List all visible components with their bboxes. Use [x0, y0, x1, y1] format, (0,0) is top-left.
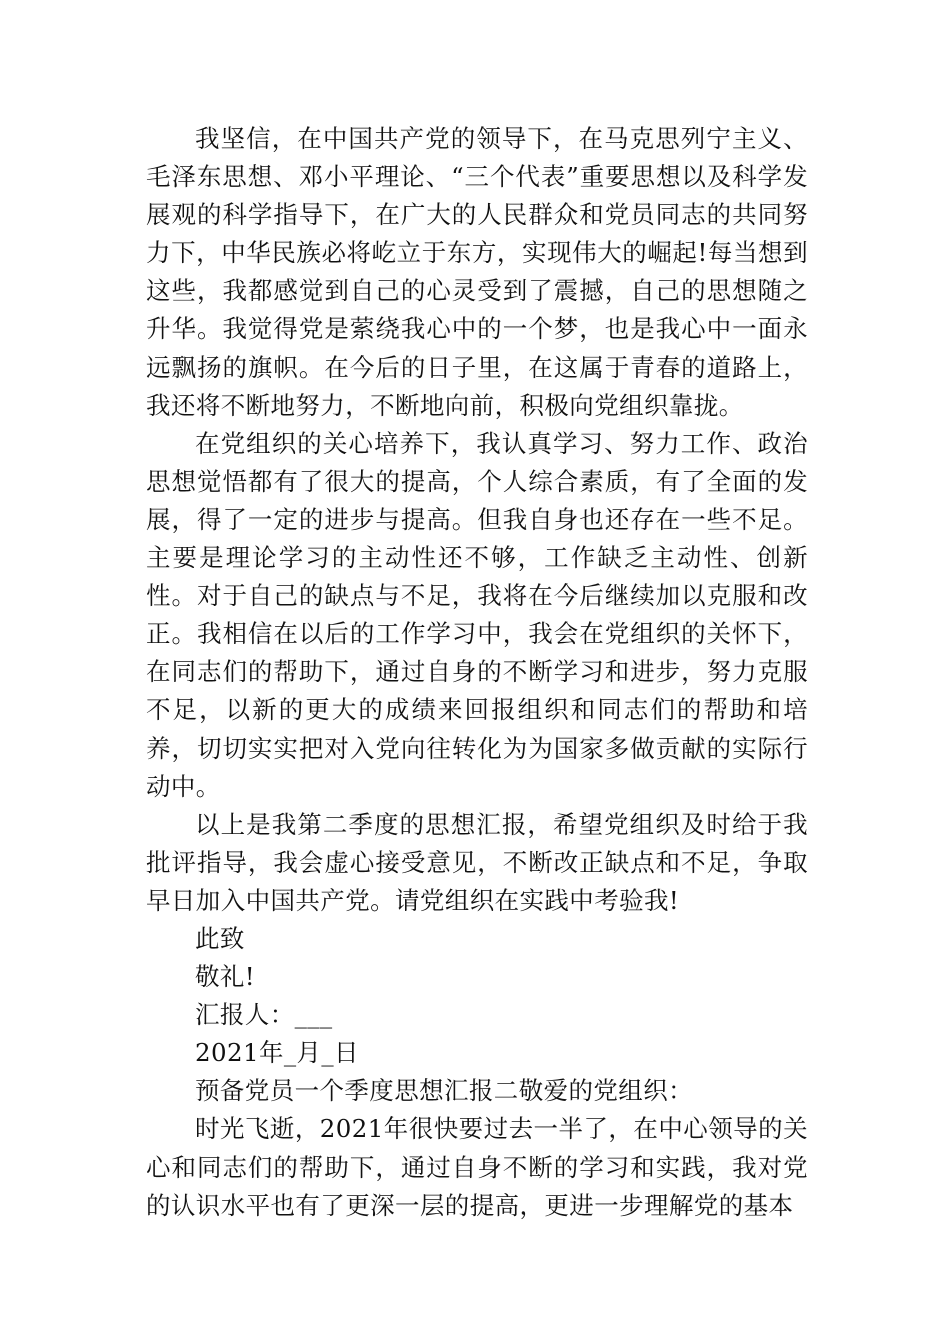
- document-body: [146, 120, 808, 1225]
- date-line: 2021年_月_日: [195, 1038, 359, 1068]
- paragraph-next-report: 时光飞逝，2021年很快要过去一半了，在中心领导的关心和同志们的帮助下，通过自身不断的学习和实践，我对党的认识水平也有了更深一层的提高，更进一步理解党的基本: [146, 1114, 808, 1220]
- paragraph-belief: 我坚信，在中国共产党的领导下，在马克思列宁主义、毛泽东思想、邓小平理论、“三个代表”重要思想以及科学发展观的科学指导下，在广大的人民群众和党员同志的共同努力下，中华民族必将屹立于东方，实现伟大的崛起!每当想到这些，我都感觉到自己的心灵受到了震撼，自己的思想随之升华。我觉得党是萦绕我心中的一个梦，也是我心中一面永远飘扬的旗帜。在今后的日子里，在这属于青春的道路上，我还将不断地努力，不断地向前，积极向党组织靠拢。: [146, 124, 808, 420]
- closing-line: 此致: [195, 923, 245, 953]
- paragraph-growth: 在党组织的关心培养下，我认真学习、努力工作、政治思想觉悟都有了很大的提高，个人综合素质，有了全面的发展，得了一定的进步与提高。但我自身也还存在一些不足。主要是理论学习的主动性还不够，工作缺乏主动性、创新性。对于自己的缺点与不足，我将在今后继续加以克服和改正。我相信在以后的工作学习中，我会在党组织的关怀下，在同志们的帮助下，通过自身的不断学习和进步，努力克服不足，以新的更大的成绩来回报组织和同志们的帮助和培养，切切实实把对入党向往转化为为国家多做贡献的实际行动中。: [146, 428, 808, 801]
- next-report-title: 预备党员一个季度思想汇报二敬爱的党组织：: [195, 1076, 693, 1106]
- reporter-line: 汇报人：___: [195, 1000, 333, 1030]
- salute-line: 敬礼!: [195, 962, 256, 992]
- paragraph-summary: 以上是我第二季度的思想汇报，希望党组织及时给于我批评指导，我会虚心接受意见，不断改正缺点和不足，争取早日加入中国共产党。请党组织在实践中考验我!: [146, 809, 808, 915]
